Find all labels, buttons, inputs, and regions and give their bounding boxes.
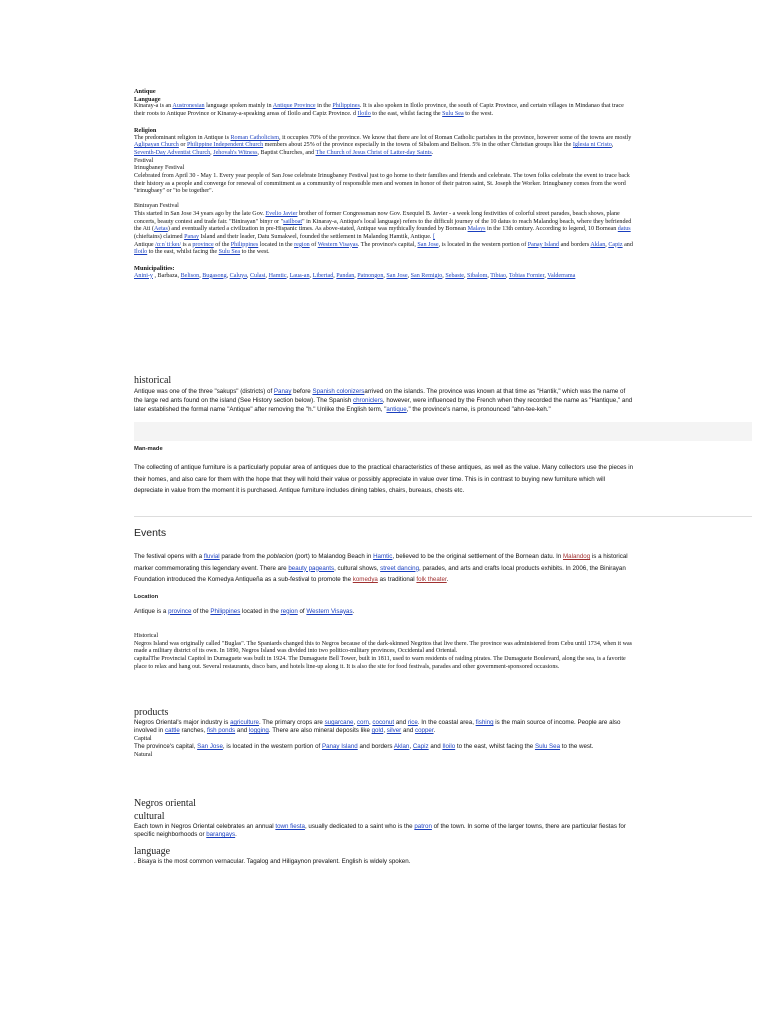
text-run: (chieftains) claimed <box>134 233 185 240</box>
link-silver[interactable]: silver <box>386 727 402 735</box>
text-run: Each town in Negros Oriental celebrates an annual <box>134 823 276 830</box>
link-panay-island[interactable]: Panay Island <box>321 743 358 751</box>
text-run: as traditional <box>377 576 417 583</box>
text-run: ) and eventually started a civilization in pre-Hispanic times. As above-stated, Antique was mythically founded by Bornean <box>167 226 468 233</box>
text-run: parade from the <box>219 553 267 560</box>
link-iloilo[interactable]: Iloilo <box>442 743 456 751</box>
negros-oriental-section <box>134 798 634 866</box>
link-san-jose[interactable]: San Jose <box>417 241 439 248</box>
municipality-text: Barbaza <box>157 272 178 279</box>
capital-heading: Capital <box>134 735 152 742</box>
text-run: Antique is a <box>134 607 169 615</box>
link-roman-catholicism[interactable]: Roman Catholicism <box>230 134 280 141</box>
municipality-link[interactable]: Libertad <box>312 272 334 279</box>
text-run: located in the <box>240 607 281 615</box>
text-run: ," the province's name, is pronounced "ahn-tee-keh." <box>406 406 551 414</box>
link-sulu-sea[interactable]: Sulu Sea <box>534 743 561 751</box>
text-run: or <box>178 142 187 149</box>
negros-historical-paragraph: Negros Island was originally called "Buglas". The Spaniards changed this to Negros because of the dark-skinned Negritos that live there. The province was administered from Cebu until 1734, when it was made a military district of its own. In 1890, Negros Island was divided into two politico-military provinces, Occidental and Oriental. <box>134 640 633 655</box>
link-agriculture[interactable]: agriculture <box>230 719 259 726</box>
festival-heading: Festival <box>134 157 154 164</box>
text-run: , <box>409 743 413 751</box>
text-run: is a <box>181 241 193 248</box>
link-rice[interactable]: rice <box>407 719 418 726</box>
text-run: , believed to be the original settlement of the Bornean datu. In <box>392 553 563 560</box>
text-run: . <box>446 576 449 583</box>
link-corn[interactable]: corn <box>356 719 369 726</box>
link-capiz[interactable]: Capiz <box>412 743 429 751</box>
link-fish-ponds[interactable]: fish ponds <box>206 727 236 735</box>
link-logging[interactable]: logging <box>248 727 269 735</box>
link-street-dancing[interactable]: street dancing <box>380 564 420 572</box>
link-region[interactable]: region <box>294 241 310 248</box>
text-run: before <box>291 388 313 395</box>
text-run: of the <box>191 607 211 615</box>
capital-paragraph <box>134 743 634 751</box>
language-paragraph: . Bisaya is the most common vernacular. Tagalog and Hiligaynon prevalent. English is widely spoken. <box>134 857 411 865</box>
text-run: . It is also spoken in Iloilo province, the south of Capiz Province, and certain villages in Mindanao that trace their roots to Antique Province or Kinaray-a-speaking areas of Iloilo and Capiz Province. d <box>134 103 624 118</box>
text-run: brother of former Congressman now Gov. Exequiel B. Javier - a week long festivities of colorful street parades, beach shows, plane concerts, beauty contest and trade fair. "Binirayan" binyr or " <box>134 210 620 225</box>
historical-section <box>134 375 634 415</box>
text-run: . In the coastal area, <box>417 719 476 726</box>
link-barangays[interactable]: barangays <box>206 831 236 839</box>
link-san-jose[interactable]: San Jose <box>197 743 223 751</box>
text-run: ranches, <box>179 727 207 735</box>
link-region[interactable]: region <box>280 607 298 615</box>
text-run: language spoken mainly in <box>204 103 273 110</box>
text-run: members about 25% of the province especially in the towns of Sibalom and Belison. 5% in the other Christian groups like the <box>263 142 573 149</box>
text-run: . <box>433 727 436 735</box>
link-evelio-javier[interactable]: Evelio Javier <box>265 210 298 217</box>
cultural-heading: cultural <box>134 811 165 822</box>
language-heading: Language <box>134 95 161 103</box>
manmade-paragraph: The collecting of antique furniture is a particularly popular area of antiques due to the practical characteristics of these antiques, as well as the value. Many collectors use the pieces in their homes, and also care for them with the hope that they will hold their value or possibly appreciate in value over time. This is in contrast to buying new furniture which will depreciate in value from the moment it is purchased. Antique furniture includes dining tables, chairs, bureaus, chests etc. <box>134 464 634 494</box>
municipality-link[interactable]: Tobias Fornier <box>508 272 545 279</box>
capital-paragraph: capitalThe Provincial Capitol in Dumaguete was built in 1924. The Dumaguete Bell Tower, built in 1811, used to warn residents of raiding pirates. The Dumaguete Boulevard, along the sea, is a favorite place to relax and hang out. Several restaurants, disco bars, and hotels line-up along it. It is also the site for food festivals, parades and other government-sponsored occasions. <box>134 656 626 670</box>
manmade-heading: Man-made <box>134 446 163 452</box>
historical-heading: Historical <box>134 633 159 639</box>
municipality-link[interactable]: Bugasong <box>202 272 227 279</box>
link-fishing[interactable]: fishing <box>475 719 494 726</box>
link-cattle[interactable]: cattle <box>164 727 180 735</box>
events-section <box>134 527 634 617</box>
historical-paragraph <box>134 387 634 415</box>
link-philippines[interactable]: Philippines <box>230 241 259 248</box>
link-antique[interactable]: antique <box>386 406 407 414</box>
municipality-link[interactable]: Belison <box>180 272 200 279</box>
text-run: and borders <box>559 241 591 248</box>
link-folk-theater[interactable]: folk theater <box>416 576 447 583</box>
antique-section <box>134 88 634 280</box>
language-heading: language <box>134 845 171 857</box>
link-philippines[interactable]: Philippines <box>332 103 360 110</box>
text-run: The festival opens with a <box>134 553 204 560</box>
text-run: arrived on the islands. The province was known at that time as "Hantik," which was the name of the large red ants found on the island (See History section below). The Spanish <box>134 388 626 405</box>
text-run: " in Kinaray-a, Antique's local language) refers to the difficult journey of the 10 datus to reach Malandog beach, where they befriended the Ati ( <box>134 218 632 233</box>
link-aetas[interactable]: Aetas <box>153 226 168 233</box>
cultural-paragraph <box>134 823 634 840</box>
text-run: is a historical marker commemorating this legendary event. There are <box>134 553 628 572</box>
historical-heading: historical <box>134 375 172 386</box>
binirayan-paragraph <box>134 211 634 242</box>
link-datus[interactable]: datus <box>617 226 631 233</box>
religion-paragraph <box>134 135 634 158</box>
municipality-link[interactable]: Sibalom <box>467 272 488 279</box>
text-run: , parades, and arts and crafts local products exhibits. In 2006, the Binirayan Foundation introduced the Komedya Antiqueña as a sub-festival to promote the <box>134 564 626 583</box>
link-spanish-colonizers[interactable]: Spanish colonizers <box>312 388 365 395</box>
text-run: , Baptist Churches, and <box>257 149 316 156</box>
link-antique-province[interactable]: Antique Province <box>272 103 316 110</box>
text-run: . The province's capital, <box>357 241 418 248</box>
link-western-visayas[interactable]: Western Visayas <box>317 241 358 248</box>
text-run: . <box>352 607 355 615</box>
link-iloilo[interactable]: Iloilo <box>357 111 371 118</box>
italic-text: poblacion <box>266 553 294 560</box>
municipality-link[interactable]: San Remigio <box>410 272 443 279</box>
text-run: , <box>210 149 214 156</box>
manmade-section <box>134 446 634 497</box>
municipality-link[interactable]: San Jose <box>386 272 408 279</box>
text-run: to the east, whilst facing the <box>455 743 535 751</box>
link-iloilo[interactable]: Iloilo <box>134 249 148 256</box>
link-philippine-independent-church[interactable]: Philippine Independent Church <box>186 142 264 149</box>
text-run: , it occupies 70% of the province. We know that there are lot of Roman Catholic parishes in the province, however some of the towns are mostly <box>279 134 632 141</box>
text-run: to the east, whilst facing the <box>147 249 219 256</box>
link-malandog[interactable]: Malandog <box>562 553 591 560</box>
text-run: of <box>297 607 307 615</box>
text-run: , <box>383 727 387 735</box>
municipality-link[interactable]: Caluya <box>229 272 247 279</box>
link-chroniclers[interactable]: chroniclers <box>352 397 383 405</box>
link-panay[interactable]: Panay <box>184 233 199 240</box>
text-run: and <box>428 743 443 751</box>
text-run: to the east, whilst facing the <box>370 111 443 118</box>
link-pronunciation[interactable]: /ɑːnˈtiːkeɪ/ <box>155 241 182 248</box>
negros-historical-section <box>134 633 634 672</box>
location-heading: Location <box>134 593 159 600</box>
antique-intro-paragraph <box>134 242 634 257</box>
text-run: . <box>431 149 434 156</box>
link-coconut[interactable]: coconut <box>372 719 395 726</box>
text-run: Kinaray-a is an <box>134 103 173 110</box>
link-austronesian[interactable]: Austronesian <box>172 103 205 110</box>
text-run: , however, were influenced by the French when they recorded the name as "Hantique," and later established the formal name "Antique" after removing the "h." Unlike the English term, " <box>134 397 633 414</box>
text-run: of the town. In some of the larger towns, there are particular fiestas for specific neighborhoods or <box>134 823 626 839</box>
municipality-link[interactable]: Anini-y <box>134 272 153 279</box>
text-run: This started in San Jose 34 years ago by the late Gov. <box>134 210 266 217</box>
link-jehovahs-witness[interactable]: Jehovah's Witness <box>213 149 258 156</box>
text-run: , is located in the western portion of <box>438 241 528 248</box>
link-patron[interactable]: patron <box>414 823 432 830</box>
link-aglipayan-church[interactable]: Aglipayan Church <box>134 142 179 149</box>
link-sailboat[interactable]: sailboat <box>283 218 303 225</box>
irinugbaney-heading: Irinugbaney Festival <box>134 165 185 172</box>
link-sulu-sea[interactable]: Sulu Sea <box>442 111 464 118</box>
municipality-link[interactable]: Culasi <box>249 272 266 279</box>
text-run: Antique was one of the three "sakups" (districts) of <box>134 388 274 395</box>
products-section <box>134 707 634 759</box>
irinugbaney-paragraph: Celebrated from April 30 - May 1. Every year people of San Jose celebrate Irinugbaney Festival just to go home to their families and friends and celebrate. The town folks celebrate the event to trace back their history as a people and converge for renewal of commitment as a community of responsible men and women in honor of their patron saint, St. Joseph the Worker. Irinugbaney comes from the word "irinugbaey" or "to be together". <box>134 173 630 195</box>
link-panay-island[interactable]: Panay Island <box>527 241 560 248</box>
link-fluvial[interactable]: fluvial <box>203 553 220 560</box>
text-run: and <box>401 727 415 735</box>
text-run: , is located in the western portion of <box>222 743 322 751</box>
events-paragraph <box>134 551 634 586</box>
link-seventh-day-adventist[interactable]: Seventh-Day Adventist Church <box>134 149 211 156</box>
text-run: (port) to Malandog Beach in <box>293 553 374 560</box>
text-run: in the <box>315 103 333 110</box>
separator-band <box>134 422 752 441</box>
text-run: to the west. <box>560 743 594 751</box>
location-paragraph <box>134 606 634 618</box>
text-run: . The primary crops are <box>258 719 325 726</box>
municipality-link[interactable]: Valderrama <box>547 272 576 279</box>
text-run: of the <box>213 241 231 248</box>
link-aklan[interactable]: Aklan <box>393 743 410 751</box>
text-run: . <box>235 831 237 839</box>
text-run: Antique <box>134 241 156 248</box>
link-town-fiesta[interactable]: town fiesta <box>275 823 305 830</box>
municipality-link[interactable]: Sebaste <box>445 272 464 279</box>
link-hamtic[interactable]: Hamtic <box>373 553 393 560</box>
text-run: is the main source of income. People are also involved in <box>134 719 621 735</box>
link-citation[interactable]: [ <box>432 233 436 240</box>
text-run: Island and their leader, Datu Sumakwel, founded the settlement in Malandog Hamtik, Antique. <box>199 233 433 240</box>
text-run: and <box>622 241 633 248</box>
link-sugarcane[interactable]: sugarcane <box>324 719 354 726</box>
text-run: , <box>605 241 609 248</box>
link-province[interactable]: province <box>192 241 214 248</box>
municipality-link[interactable]: Hamtic <box>268 272 287 279</box>
text-run: , <box>368 719 373 726</box>
antique-title: Antique <box>134 88 156 95</box>
binirayan-heading: Binirayan Festival <box>134 203 179 210</box>
religion-heading: Religion <box>134 126 157 134</box>
text-run: , usually dedicated to a saint who is the <box>304 823 415 830</box>
municipality-link[interactable]: Laua-an <box>289 272 310 279</box>
text-run: to the west. <box>240 249 270 256</box>
municipality-link[interactable]: Tibiao <box>490 272 506 279</box>
text-run: and <box>394 719 408 726</box>
link-capiz[interactable]: Capiz <box>608 241 623 248</box>
municipality-link[interactable]: Patnongon <box>357 272 384 279</box>
text-run: and <box>235 727 249 735</box>
natural-heading: Natural <box>134 751 153 758</box>
link-malays[interactable]: Malays <box>467 226 486 233</box>
text-run: of <box>309 241 318 248</box>
events-heading: Events <box>134 527 167 539</box>
divider <box>134 516 752 517</box>
link-komedya[interactable]: komedya <box>352 576 378 583</box>
text-run: located in the <box>258 241 295 248</box>
link-gold[interactable]: gold <box>371 727 384 735</box>
link-copper[interactable]: copper <box>414 727 434 735</box>
link-western-visayas[interactable]: Western Visayas <box>306 607 353 615</box>
language-paragraph <box>134 103 634 118</box>
text-run: , <box>353 719 357 726</box>
text-run: . There are also mineral deposits like <box>268 727 372 735</box>
negros-oriental-heading: Negros oriental <box>134 798 196 809</box>
link-lds-church[interactable]: The Church of Jesus Christ of Latter-day Saints <box>315 149 432 156</box>
text-run: in the 13th century. According to legend, 10 Bornean <box>485 226 618 233</box>
link-sulu-sea[interactable]: Sulu Sea <box>218 249 241 256</box>
text-run: The province's capital, <box>134 743 198 751</box>
municipalities-heading: Municipalities: <box>134 265 175 273</box>
link-panay[interactable]: Panay <box>273 388 292 395</box>
text-run: , <box>611 142 614 149</box>
text-run: to the west. <box>463 111 494 118</box>
link-beauty-pageants[interactable]: beauty pageants <box>288 564 335 572</box>
text-run: Negros Oriental's major industry is <box>134 719 231 726</box>
link-iglesia-ni-cristo[interactable]: Iglesia ni Cristo <box>572 142 612 149</box>
products-heading: products <box>134 707 169 718</box>
municipalities-list: Anini-y , Barbaza, Belison, Bugasong, Caluya, Culasi, Hamtic, Laua-an, Libertad, Pandan, Patnongon, San Jose, San Remigio, Sebaste, Sibalom, Tibiao, Tobias Fornier, Valderrama <box>134 272 576 279</box>
text-run: The predominant religion in Antique is <box>134 134 231 141</box>
link-aklan[interactable]: Aklan <box>590 241 606 248</box>
products-paragraph <box>134 719 634 736</box>
text-run: , cultural shows, <box>334 564 381 572</box>
text-run: and borders <box>357 743 394 751</box>
municipality-link[interactable]: Pandan <box>336 272 355 279</box>
link-philippines[interactable]: Philippines <box>210 607 241 615</box>
link-province[interactable]: province <box>168 607 192 615</box>
